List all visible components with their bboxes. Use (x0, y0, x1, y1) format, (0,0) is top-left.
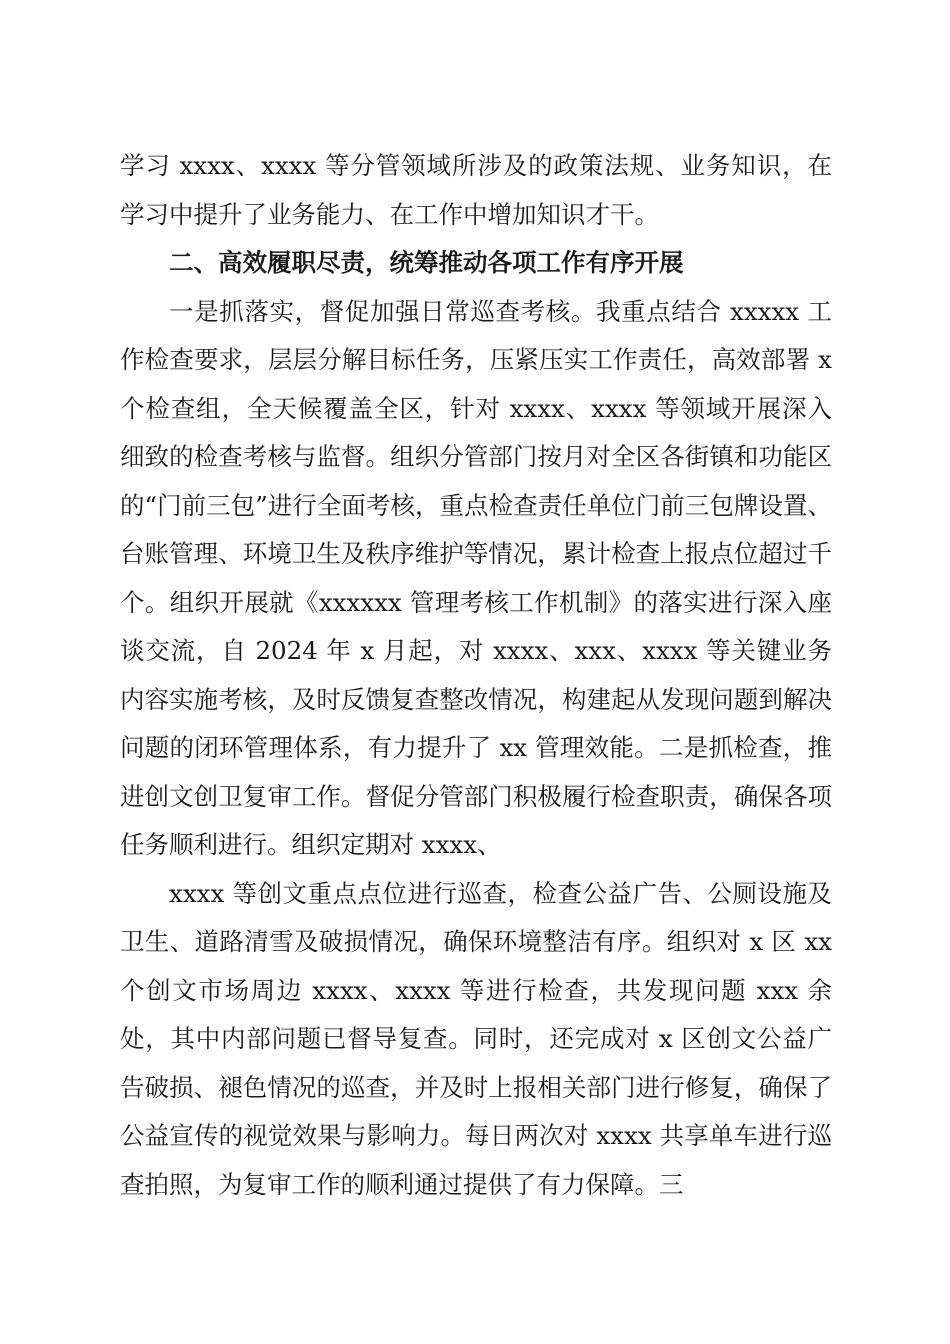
paragraph-inspection-work: 一是抓落实，督促加强日常巡查考核。我重点结合 xxxxx 工作检查要求，层层分解目标任务，压紧压实工作责任，高效部署 x 个检查组，全天候覆盖全区，针对 xxxx、xxxx 等领域开展深入细致的检查考核与监督。组织分管部门按月对全区各街镇和功能区的“门前三包”进行全面考核，重点检查责任单位门前三包牌设置、台账管理、环境卫生及秩序维护等情况，累计检查上报点位超过千个。组织开展就《xxxxxx 管理考核工作机制》的落实进行深入座谈交流，自 2024 年 x 月起，对 xxxx、xxx、xxxx 等关键业务内容实施考核，及时反馈复查整改情况，构建起从发现问题到解决问题的闭环管理体系，有力提升了 xx 管理效能。二是抓检查，推进创文创卫复审工作。督促分管部门积极履行检查职责，确保各项任务顺利进行。组织定期对 xxxx、 (120, 296, 832, 859)
paragraph-civilization-review: xxxx 等创文重点点位进行巡查，检查公益广告、公厕设施及卫生、道路清雪及破损情况，确保环境整洁有序。组织对 x 区 xx 个创文市场周边 xxxx、xxxx 等进行检查，共发现问题 xxx 余处，其中内部问题已督导复查。同时，还完成对 x 区创文公益广告破损、褪色情况的巡查，并及时上报相关部门进行修复，确保了公益宣传的视觉效果与影响力。每日两次对 xxxx 共享单车进行巡查拍照，为复审工作的顺利通过提供了有力保障。三 (120, 878, 832, 1199)
section-heading-two: 二、高效履职尽责，统筹推动各项工作有序开展 (169, 248, 684, 277)
document-body (120, 142, 832, 1209)
paragraph-study-summary: 学习 xxxx、xxxx 等分管领域所涉及的政策法规、业务知识，在学习中提升了业务能力、在工作中增加知识才干。 (120, 151, 832, 229)
